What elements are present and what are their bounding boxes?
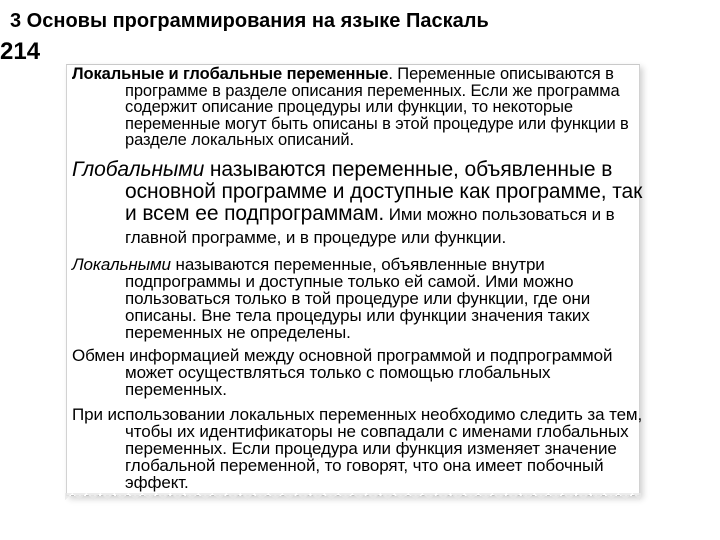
chapter-title: 3 Основы программирования на языке Паскаль xyxy=(10,10,489,32)
paragraph-exchange: Обмен информацией между основной программой и подпрограммой может осуществляться только с помощью глобальных переменных. xyxy=(72,345,613,399)
paragraph-global xyxy=(72,159,652,249)
term-local: Локальными xyxy=(72,254,171,274)
paragraph-local-global xyxy=(72,66,652,149)
paragraph-text-small: Ими можно пользоваться и в главной программе, и в процедуре или функции. xyxy=(125,204,615,247)
term-global: Глобальными xyxy=(72,157,205,181)
page-number: 214 xyxy=(0,38,41,65)
body-text xyxy=(72,66,652,491)
paragraph-text: называются переменные, объявленные в основной программе и доступные как программе, так и всем ее подпрограммам. xyxy=(125,157,643,225)
paragraph-local xyxy=(72,256,652,341)
paragraph-text: называются переменные, объявленные внутри подпрограммы и доступные только ей самой. Ими можно пользоваться только в той процедуре или функции, где они описаны. Вне тела процедуры или функции значения таких переменных не определены. xyxy=(125,254,591,342)
paragraph-text: . Переменные описываются в программе в разделе описания переменных. Если же программа содержит описание процедуры или функции, то некоторые переменные могут быть описаны в этой процедуре или функции в разделе локальных описаний. xyxy=(125,65,629,149)
paragraph-side-effect: При использовании локальных переменных необходимо следить за тем, чтобы их идентификаторы не совпадали с именами глобальных переменных. Если процедура или функция изменяет значение глобальной переменной, то говорят, что она имеет побочный эффект. xyxy=(72,404,643,492)
torn-edge xyxy=(65,493,641,505)
term-local-global: Локальные и глобальные переменные xyxy=(72,65,389,83)
